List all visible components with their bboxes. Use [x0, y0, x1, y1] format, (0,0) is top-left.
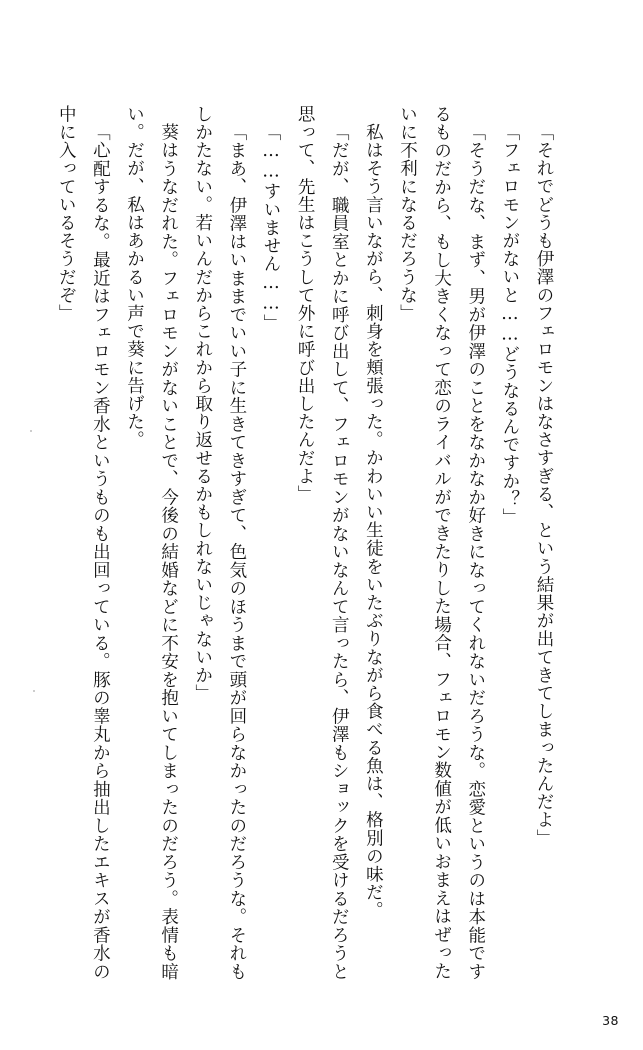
paragraph: 「だが、職員室とかに呼び出して、フェロモンがないなんて言ったら、伊澤もショックを受けるだろうと思って、先生はこうして外に呼び出したんだよ」 [295, 105, 350, 980]
paragraph: 「心配するな。最近はフェロモン香水というものも出回っている。豚の睾丸から抽出したエキスが香水の中に入っているそうだぞ」 [56, 105, 111, 980]
print-speckle [30, 430, 32, 432]
paragraph: 「それでどうも伊澤のフェロモンはなさすぎる、という結果が出てきてしまったんだよ」 [534, 122, 554, 847]
page-number: 38 [602, 1013, 619, 1028]
paragraph: 葵はうなだれた。フェロモンがないことで、今後の結婚などに不安を抱いてしまったのだろう。表情も暗い。だが、私はあかるい声で葵に告げた。 [124, 105, 179, 980]
paragraph: 「まあ、伊澤はいままでいい子に生きてきすぎて、色気のほうまで頭が回らなかったのだろうな。それもしかたない。若いんだからこれから取り返せるかもしれないじゃないか」 [192, 105, 247, 980]
paragraph: 「……すいません……」 [261, 122, 281, 332]
paragraph: 私はそう言いながら、刺身を頬張った。かわいい生徒をいたぶりながら食べる魚は、格別の味だ。 [363, 122, 384, 919]
paragraph: 「フェロモンがないと……どうなるんですか？」 [499, 122, 520, 526]
paragraph: 「そうだな、まず、男が伊澤のことをなかなか好きになってくれないだろうな。恋愛というのは本能でするものだから、もし大きくなって恋のライバルができたりした場合、フェロモン数値が低いおまえはぜったいに不利になるだろうな」 [397, 105, 486, 980]
print-speckle [33, 690, 35, 692]
vertical-text-body [56, 105, 561, 980]
